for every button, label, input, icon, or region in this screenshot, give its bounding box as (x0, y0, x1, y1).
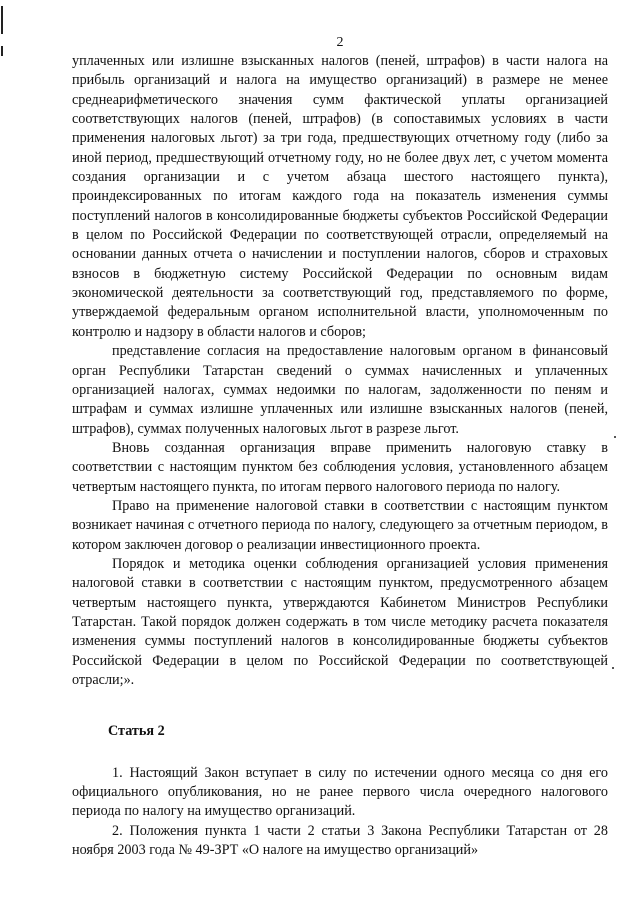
scan-artifact-dot (614, 436, 616, 438)
document-body (72, 52, 608, 860)
scan-artifact-mark (1, 6, 3, 34)
paragraph-right-to-apply: Право на применение налоговой ставки в соответствии с настоящим пунктом возникает начиная с отчетного периода по налогу, следующего за отчетным периодом, в котором заключен договор о реализации инвестиционного проекта. (72, 497, 608, 553)
article-heading: Статья 2 (108, 723, 165, 740)
scan-artifact-dot (612, 667, 614, 669)
paragraph-consent: представление согласия на предоставление налоговым органом в финансовый орган Республики Татарстан сведений о суммах начисленных и уплаченных организацией налогах, суммах недоимки по налогам, задолженности по пеням и штрафам и суммах излишне уплаченных или излишне взысканных налогов (пеней, штрафов), суммах полученных налоговых льгот в разрезе льгот. (72, 343, 608, 437)
article-item: 2. Положения пункта 1 части 2 статьи 3 Закона Республики Татарстан от 28 ноября 2003 года № 49-ЗРТ «О налоге на имущество организаций» (72, 822, 608, 859)
article-item: 1. Настоящий Закон вступает в силу по истечении одного месяца со дня его официального опубликования, но не ранее первого числа очередного налогового периода по налогу на имущество организаций. (72, 764, 608, 820)
paragraph-new-organization: Вновь созданная организация вправе применить налоговую ставку в соответствии с настоящим пунктом без соблюдения условия, установленного абзацем четвертым настоящего пункта, по итогам первого налогового периода по налогу. (72, 439, 608, 495)
paragraph-procedure: Порядок и методика оценки соблюдения организацией условия применения налоговой ставки в соответствии с настоящим пунктом, предусмотренного абзацем четвертым настоящего пункта, утверждаются Кабинетом Министров Республики Татарстан. Такой порядок должен содержать в том числе методику расчета показателя изменения суммы поступлений налогов в консолидированные бюджеты субъектов Российской Федерации в целом по Российской Федерации по соответствующей отрасли;». (72, 555, 608, 688)
paragraph-continuation: уплаченных или излишне взысканных налогов (пеней, штрафов) в части налога на прибыль организаций и налога на имущество организаций) в размере не менее среднеарифметического значения сумм фактической уплаты организацией соответствующих налогов (пеней, штрафов) (в сопоставимых условиях в части применения налоговых льгот) за три года, предшествующих отчетному году (либо за иной период, предшествующий отчетному году, но не более двух лет, с учетом момента создания организации и с учетом абзаца шестого настоящего пункта), проиндексированных по итогам каждого года на показатель изменения суммы поступлений налогов в консолидированные бюджеты субъектов Российской Федерации в целом по Российской Федерации по соответствующей отрасли, определяемый на основании данных отчета о начислении и поступлении налогов, сборов и страховых взносов в бюджетную систему Российской Федерации по основным видам экономической деятельности за соответствующий год, представляемого по форме, утверждаемой федеральным органом исполнительной власти, уполномоченным по контролю и надзору в области налогов и сборов; (72, 53, 608, 340)
page-number: 2 (336, 35, 344, 50)
